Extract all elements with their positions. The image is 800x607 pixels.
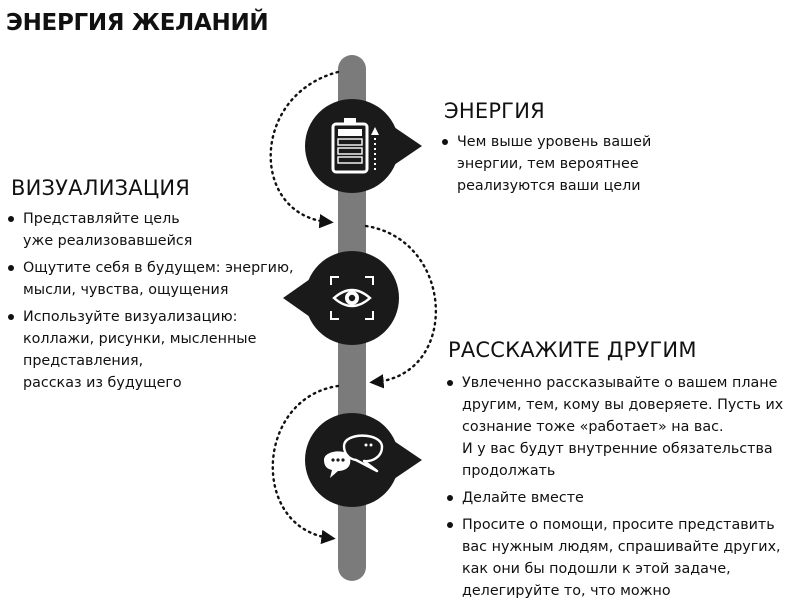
energy-bullet: Чем выше уровень вашей энергии, тем вероятнее реализуются ваши цели	[440, 131, 770, 197]
visualization-bullet-list	[6, 208, 306, 399]
tell-others-bullet: Просите о помощи, просите представить вас нужным людям, спрашивайте других, как они бы подошли к этой задаче, делегируйте то, что можно	[445, 514, 797, 602]
tell-others-bullet: Делайте вместе	[445, 487, 797, 509]
visualization-bullet: Используйте визуализацию: коллажи, рисунки, мысленные представления, рассказ из будущего	[6, 306, 306, 394]
visualization-bullet: Представляйте цель уже реализовавшейся	[6, 208, 306, 252]
energy-heading: ЭНЕРГИЯ	[444, 99, 545, 123]
tell-others-node	[305, 413, 422, 507]
tell-others-bullet-list	[445, 372, 797, 607]
page-title: ЭНЕРГИЯ ЖЕЛАНИЙ	[6, 10, 269, 36]
energy-node	[305, 99, 422, 193]
tell-others-bullet: Увлеченно рассказывайте о вашем плане другим, тем, кому вы доверяете. Пусть их сознание тоже «работает» на вас. И у вас будут внутренние обязательства продолжать	[445, 372, 797, 482]
energy-bullet-list	[440, 131, 770, 202]
visualization-heading: ВИЗУАЛИЗАЦИЯ	[11, 176, 191, 200]
tell-others-heading: РАССКАЖИТЕ ДРУГИМ	[448, 338, 697, 362]
visualization-bullet: Ощутите себя в будущем: энергию, мысли, чувства, ощущения	[6, 257, 306, 301]
